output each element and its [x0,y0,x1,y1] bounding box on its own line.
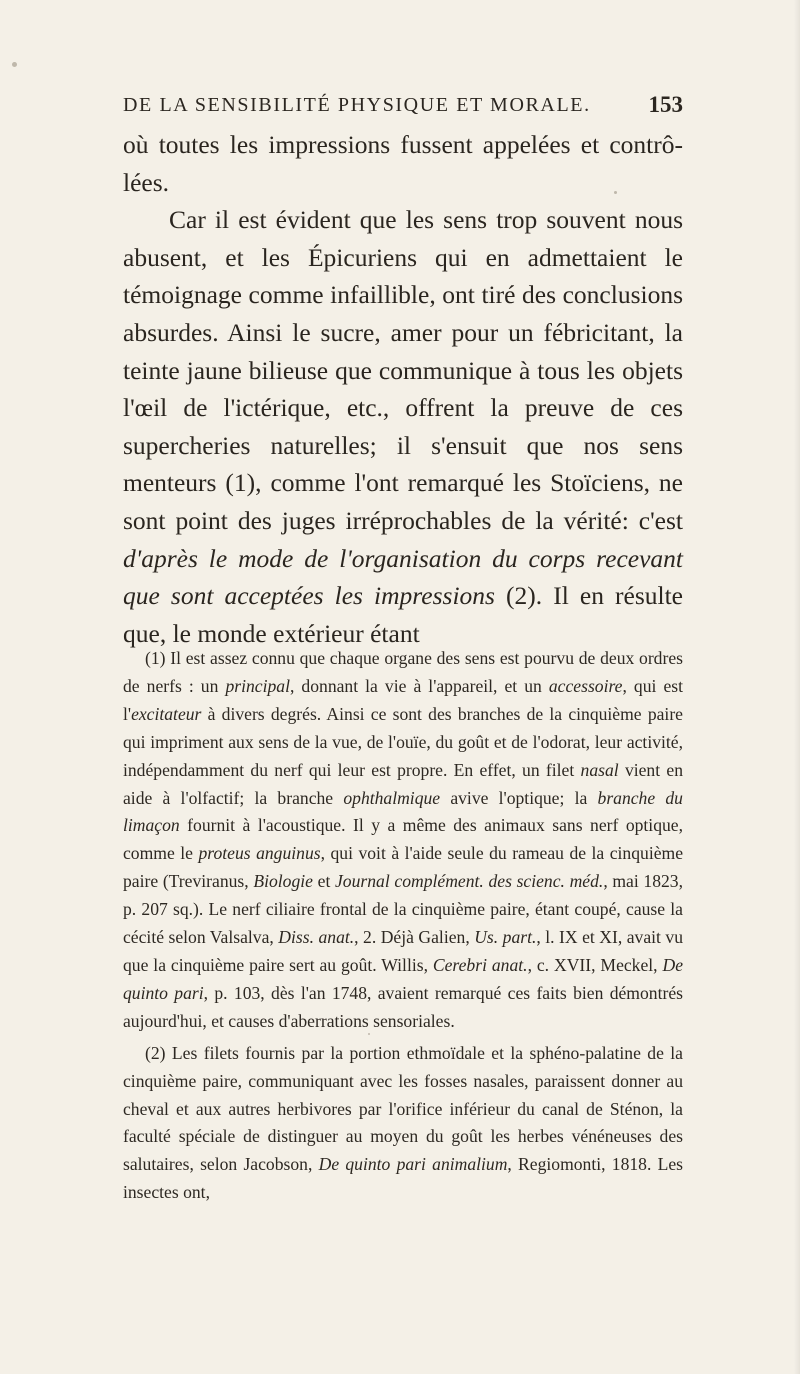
footnote-1-text-run: , qui est l' [123,675,684,724]
paragraph-main [123,201,683,652]
footnote-2-text-run: , Regiomonti, 1818. Les insectes ont, [123,1154,683,1203]
footnote-1-italic-run: branche du limaçon [123,787,683,836]
footnote-1-italic-run: excitateur [131,703,202,724]
footnote-1-text-run: , l. IX et XI, avait vu que la cinquième paire sert au goût. Willis, [123,927,684,975]
paragraph-main-italic: d'après le mode de l'organisation du corps recevant que sont acceptées les impressions [123,543,683,611]
paper-speck [12,62,17,67]
footnote-1-italic-run: Cerebri anat. [432,954,528,975]
footnote-1-italic-run: nasal [580,759,619,780]
footnote-1-italic-run: Journal complément. des scienc. méd. [335,871,604,892]
footnote-1-text-run: (1) Il est assez connu que chaque organe des sens est pourvu de deux ordres de nerfs : un [123,648,683,696]
footnote-1-italic-run: Biologie [253,871,313,892]
footnote-1-text-run: , qui voit à l'aide seule du rameau de la cinquième paire (Treviranus, [123,843,684,892]
footnote-1-text-run: , p. 103, dès l'an 1748, avaient remarqué ces faits bien démontrés aujourd'hui, et causes d'aberrations sensoriales. [123,982,683,1031]
footnote-1-text-run: à divers degrés. Ainsi ce sont des branches de la cinquième paire qui impriment aux sens de la vue, de l'ouïe, du goût et de l'odorat, leur activité, indépendamment du nerf qui leur est propre. En effet, un filet [123,703,683,780]
footnote-1-italic-run: ophthalmique [343,787,441,808]
page-header [123,92,683,122]
footnote-1-italic-run: principal [225,675,290,696]
running-head: DE LA SENSIBILITÉ PHYSIQUE ET MORALE. [123,94,591,116]
footnote-1-text-run: , 2. Déjà Galien, [354,927,475,948]
footnote-1-text-run: , mai 1823, p. 207 sq.). Le nerf ciliaire frontal de la cinquième paire, étant coupé, cause la cécité selon Valsalva, [123,871,684,948]
footnote-1-italic-run: De quinto pari [123,954,684,1003]
page-number: 153 [648,92,683,117]
paragraph-main-part-1: Car il est évident que les sens trop souvent nous abusent, et les Épicuriens qui en admettaient le témoignage comme infaillible, ont tiré des conclusions absurdes. Ainsi le sucre, amer pour un fébricitant, la teinte jaune bilieuse que communique à tous les objets l'œil de l'ictérique, etc., offrent la preuve de ces supercheries naturelles; il s'ensuit que nos sens menteurs (1), comme l'ont remarqué les Stoïciens, ne sont point des juges irréprochables de la vérité: c'est [123,205,683,535]
footnote-1-text-run: fournit à l'acoustique. Il y a même des animaux sans nerf optique, comme le [123,815,683,864]
footnote-2-text-run: (2) Les filets fournis par la portion ethmoïdale et la sphéno-palatine de la cinquième paire, communiquant avec les fosses nasales, paraissent donner au cheval et aux autres herbivores par l'orifice inférieur du canal de Sténon, la faculté spéciale de distinguer au moyen du goût les herbes vénéneuses des salutaires, selon Jacobson, [123,1042,683,1175]
main-text [123,126,683,652]
paragraph-continuation: où toutes les impressions fussent appelées et contrô-lées. [123,130,683,197]
footnote-1-italic-run: Us. part. [474,927,537,948]
footnote-1-text-run: , donnant la vie à l'appareil, et un [289,675,549,696]
footnote-1-text-run: , c. XVII, Meckel, [527,954,663,975]
footnote-1-text-run: vient en aide à l'olfactif; la branche [123,759,683,808]
footnote-1-italic-run: accessoire [548,675,623,696]
footnote-1-italic-run: proteus anguinus [198,843,321,864]
footnote-1-italic-run: Diss. anat. [278,927,355,948]
paragraph-main-part-2: (2). Il en résulte que, le monde extérieur étant [123,581,683,648]
footnote-1 [123,645,683,1036]
footnote-1-text-run: et [312,871,335,892]
footnotes [123,645,683,1207]
footnote-2 [123,1040,683,1207]
footnote-2-italic-run: De quinto pari animalium [318,1154,508,1175]
page-edge-shadow [794,0,800,1374]
footnote-1-text-run: avive l'optique; la [440,787,598,808]
